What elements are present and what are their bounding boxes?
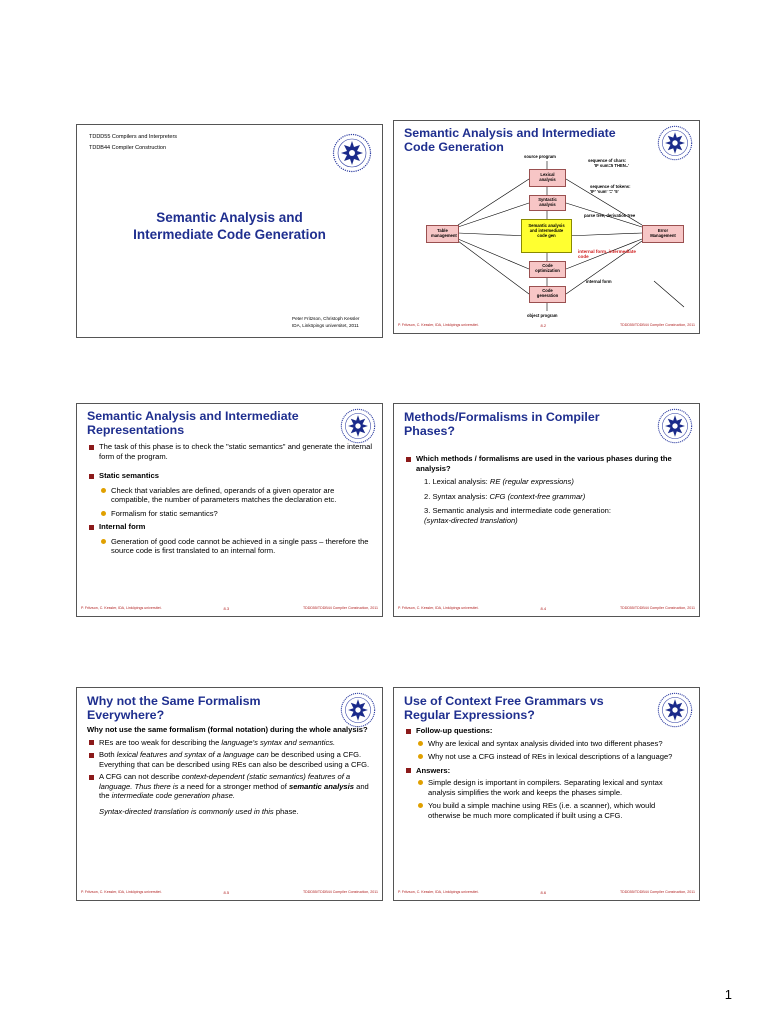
sub-bullet-a2: You build a simple machine using REs (i.e. a scanner), which would otherwise be much more complicated if built using a CFG. [404, 801, 689, 820]
title-line-1: Semantic Analysis and [156, 210, 303, 225]
box-code-optimization: Code optimization [529, 261, 566, 278]
b3-and: and the [99, 781, 369, 800]
b2-italic: lexical features and syntax of a language can [116, 750, 269, 759]
footer-right: TDDD55/TDDB44 Compiler Construction, 2011 [302, 606, 378, 610]
box-table-management: Table management [426, 225, 459, 243]
course-line-1: TDDD55 Compilers and Interpreters [89, 134, 178, 140]
question: Why not use the same formalism (formal notation) during the whole analysis? [87, 725, 368, 734]
bullet-static-semantics: Static semantics [87, 471, 372, 481]
bullet-question: Which methods / formalisms are used in the various phases during the analysis? [404, 454, 689, 473]
slide-6-footer [398, 890, 695, 898]
footer-right: TDDD55/TDDB44 Compiler Construction, 2011 [619, 323, 695, 327]
item-lexical-label: 1. Lexical analysis: [424, 477, 490, 486]
label-seq-chars [588, 158, 629, 168]
box-lexical-analysis: Lexical analysis [529, 169, 566, 187]
seq-tokens-value: 'IF' 'sum' '=' '5' [590, 189, 619, 194]
slide-1 [76, 124, 383, 338]
slide-3-footer [81, 606, 378, 614]
authors: Peter Fritzson, Christoph Kessler [292, 316, 360, 321]
box-semantic-analysis: Semantic analysis and intermediate code gen [521, 219, 572, 253]
item-semantic-method: (syntax-directed translation) [424, 515, 518, 525]
page-number: 1 [724, 987, 732, 1002]
bullet-follow-up: Follow-up questions: [404, 726, 689, 736]
box-syntactic-analysis: Syntactic analysis [529, 195, 566, 211]
liu-logo-icon [340, 692, 376, 728]
slide-4 [393, 403, 700, 617]
slide-3-title: Semantic Analysis and Intermediate Representations [87, 409, 299, 437]
seq-chars-value: 'IF sum=5 THEN..' [594, 163, 630, 168]
footer-left: P. Fritzson, C. Kessler, IDA, Linköpings universitet. [81, 606, 162, 610]
sub-bullet-check: Check that variables are defined, operands of a given operator are compatible, the number of parameters matches the declaration etc. [87, 486, 372, 505]
slide-2-footer [398, 323, 695, 331]
item-syntax-method: CFG (context-free grammar) [489, 491, 586, 501]
footer-right: TDDD55/TDDB44 Compiler Construction, 2011 [302, 890, 378, 894]
b3-end: intermediate code generation phase. [111, 791, 235, 800]
item-syntax-label: 2. Syntax analysis: [424, 491, 490, 501]
label-internal-form: internal form [586, 279, 612, 284]
institution: IDA, Linköpings universitet, 2011 [292, 323, 359, 328]
slide-number: 8.2 [540, 323, 547, 328]
last-italic: Syntax-directed translation is commonly used in this [99, 806, 274, 816]
slide-6-title: Use of Context Free Grammars vs Regular Expressions? [404, 694, 604, 722]
slide-number: 8.5 [223, 890, 230, 895]
item-lexical [404, 477, 689, 487]
label-internal-form-red: internal form, intermediate code [578, 249, 636, 259]
slide-number: 8.3 [223, 606, 230, 611]
title-line-2: Intermediate Code Generation [133, 227, 326, 242]
b3-italic: context-dependent (static semantics) features of a language. Thus there is a [99, 772, 351, 791]
sub-bullet-fu2: Why not use a CFG instead of REs in lexical descriptions of a language? [404, 752, 689, 762]
bullet-both [87, 750, 372, 769]
slide-5-footer [81, 890, 378, 898]
bullet-res-weak [87, 738, 372, 748]
slide-4-footer [398, 606, 695, 614]
label-object-program: object program [527, 313, 558, 318]
liu-logo-icon [340, 408, 376, 444]
bullet-task: The task of this phase is to check the "static semantics" and generate the internal form of the program. [87, 442, 372, 461]
footer-left: P. Fritzson, C. Kessler, IDA, Linköpings universitet. [398, 606, 479, 610]
slide-4-title: Methods/Formalisms in Compiler Phases? [404, 410, 600, 438]
b2-rest: be described using a CFG. Everything that can be described using REs can also be described using a CFG. [99, 750, 370, 769]
slide-5-body [87, 725, 372, 816]
label-seq-tokens [590, 184, 631, 194]
bullet-internal-form: Internal form [87, 522, 372, 532]
slide-2 [393, 120, 700, 334]
slide-6-body [404, 726, 689, 824]
b2-text: Both [99, 750, 117, 759]
liu-logo-icon [657, 692, 693, 728]
seq-tokens-text: sequence of tokens: [590, 184, 631, 189]
sub-bullet-generation: Generation of good code cannot be achieved in a single pass – therefore the source code is first translated to an internal form. [87, 537, 372, 556]
item-syntax [404, 492, 689, 502]
slide-1-title [77, 209, 382, 243]
footer-right: TDDD55/TDDB44 Compiler Construction, 2011 [619, 890, 695, 894]
liu-logo-icon [657, 408, 693, 444]
bullet-answers: Answers: [404, 766, 689, 776]
label-source-program: source program [524, 154, 556, 159]
b3-bold: semantic analysis [288, 781, 354, 791]
slide-number: 8.4 [540, 606, 547, 611]
footer-left: P. Fritzson, C. Kessler, IDA, Linköpings universitet. [398, 890, 479, 894]
footer-right: TDDD55/TDDB44 Compiler Construction, 2011 [619, 606, 695, 610]
b3-text: A CFG can not describe [99, 772, 182, 781]
item-semantic-label: 3. Semantic analysis and intermediate code generation: [424, 506, 612, 515]
sub-bullet-fu1: Why are lexical and syntax analysis divided into two different phases? [404, 739, 689, 749]
course-line-2: TDDB44 Compiler Construction [89, 145, 167, 151]
box-code-generation: Code generation [529, 286, 566, 303]
slide-3 [76, 403, 383, 617]
b1-text: REs are too weak for describing the [99, 737, 222, 747]
label-parse-tree: parse tree, derivation tree [584, 213, 636, 218]
slide-5 [76, 687, 383, 901]
slide-2-title: Semantic Analysis and Intermediate Code Generation [404, 126, 616, 154]
item-lexical-method: RE (regular expressions) [489, 477, 574, 486]
slide-3-body [87, 442, 372, 560]
sub-bullet-formalism: Formalism for static semantics? [87, 509, 372, 519]
sub-bullet-a1: Simple design is important in compilers. Separating lexical and syntax analysis simplifies the work and keeps the phases simple. [404, 778, 689, 797]
footer-left: P. Fritzson, C. Kessler, IDA, Linköpings universitet. [398, 323, 479, 327]
item-semantic [404, 506, 689, 525]
seq-chars-text: sequence of chars: [588, 158, 627, 163]
bullet-cfg [87, 772, 372, 801]
footer-left: P. Fritzson, C. Kessler, IDA, Linköpings universitet. [81, 890, 162, 894]
slide-5-title: Why not the Same Formalism Everywhere? [87, 694, 261, 722]
b3-rest: need for a stronger method of [184, 781, 289, 791]
liu-logo-icon [332, 133, 372, 173]
slide-6 [393, 687, 700, 901]
slide-4-body [404, 454, 689, 528]
box-error-management: Error Management [642, 225, 684, 243]
last-text: phase. [273, 806, 299, 816]
b1-italic: language's syntax and semantics. [221, 737, 336, 747]
last-line [87, 807, 372, 817]
slide-number: 8.6 [540, 890, 547, 895]
